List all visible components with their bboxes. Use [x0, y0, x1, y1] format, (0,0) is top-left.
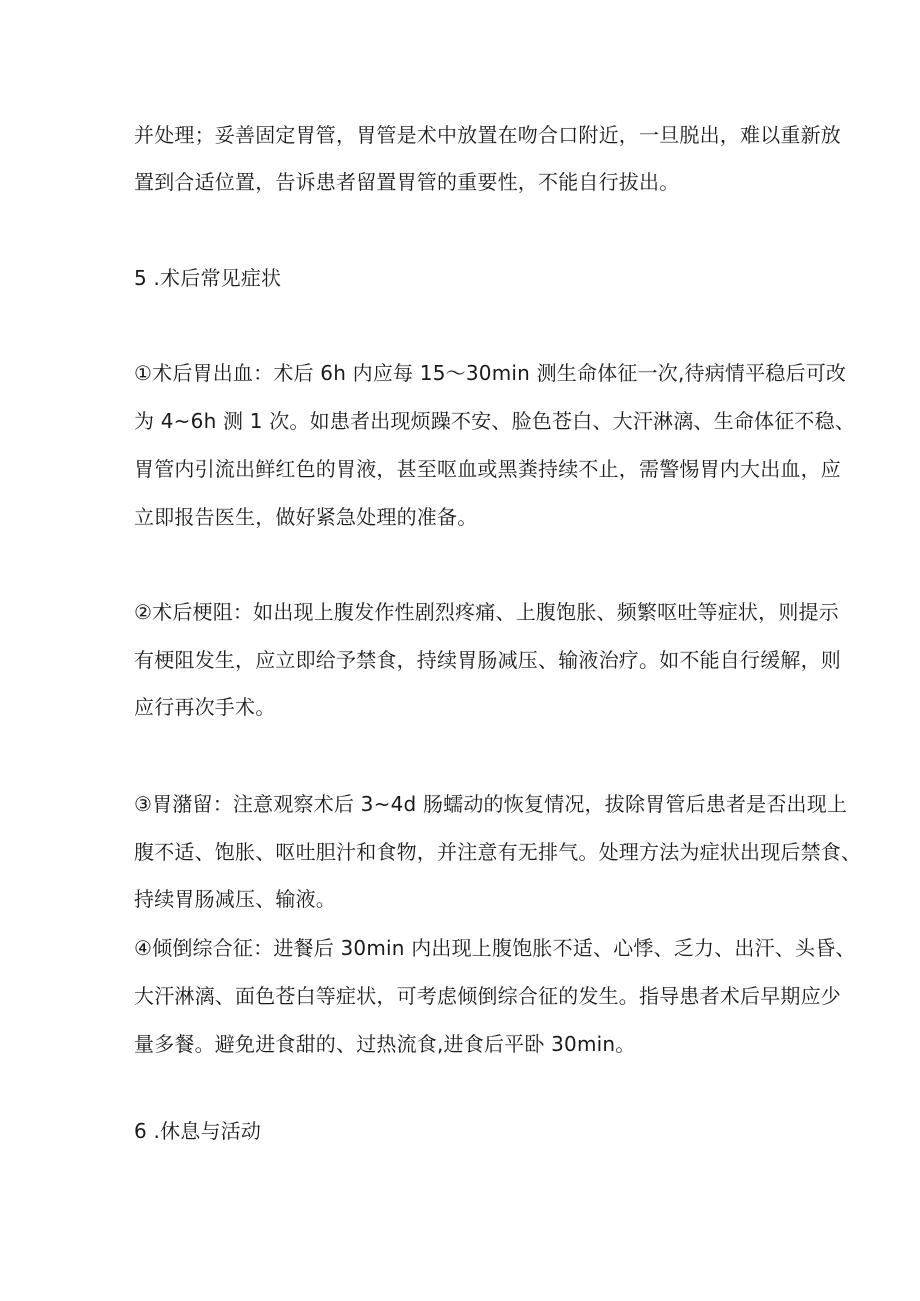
section-heading-6: 6 .休息与活动 [134, 1119, 262, 1143]
paragraph-line: 持续胃肠减压、输液。 [134, 887, 336, 911]
paragraph-line: 胃管内引流出鲜红色的胃液，甚至呕血或黑粪持续不止，需警惕胃内大出血，应 [134, 457, 841, 481]
paragraph-line: 大汗淋漓、面色苍白等症状，可考虑倾倒综合征的发生。指导患者术后早期应少 [134, 984, 841, 1008]
paragraph-line: 有梗阻发生，应立即给予禁食，持续胃肠减压、输液治疗。如不能自行缓解，则 [134, 648, 841, 672]
paragraph-line: ①术后胃出血：术后 6h 内应每 15〜30min 测生命体征一次,待病情平稳后可改 [134, 361, 847, 385]
paragraph-line: 为 4~6h 测 1 次。如患者出现烦躁不安、脸色苍白、大汗淋漓、生命体征不稳、 [134, 409, 856, 433]
paragraph-line: ④倾倒综合征：进餐后 30min 内出现上腹饱胀不适、心悸、乏力、出汗、头昏、 [134, 936, 856, 960]
paragraph-line: ③胃潴留：注意观察术后 3~4d 肠蠕动的恢复情况，拔除胃管后患者是否出现上 [134, 792, 848, 816]
paragraph-line: ②术后梗阻：如出现上腹发作性剧烈疼痛、上腹饱胀、频繁呕吐等症状，则提示 [134, 600, 839, 624]
paragraph-line: 应行再次手术。 [134, 695, 276, 719]
paragraph-line: 腹不适、饱胀、呕吐胆汁和食物，并注意有无排气。处理方法为症状出现后禁食、 [134, 840, 862, 864]
paragraph-line: 并处理；妥善固定胃管，胃管是术中放置在吻合口附近，一旦脱出，难以重新放 [134, 123, 841, 147]
paragraph-line: 置到合适位置，告诉患者留置胃管的重要性，不能自行拔出。 [134, 170, 680, 194]
section-heading-5: 5 .术后常见症状 [134, 266, 282, 290]
paragraph-line: 立即报告医生，做好紧急处理的准备。 [134, 505, 478, 529]
paragraph-line: 量多餐。避免进食甜的、过热流食,进食后平卧 30min。 [134, 1032, 636, 1056]
